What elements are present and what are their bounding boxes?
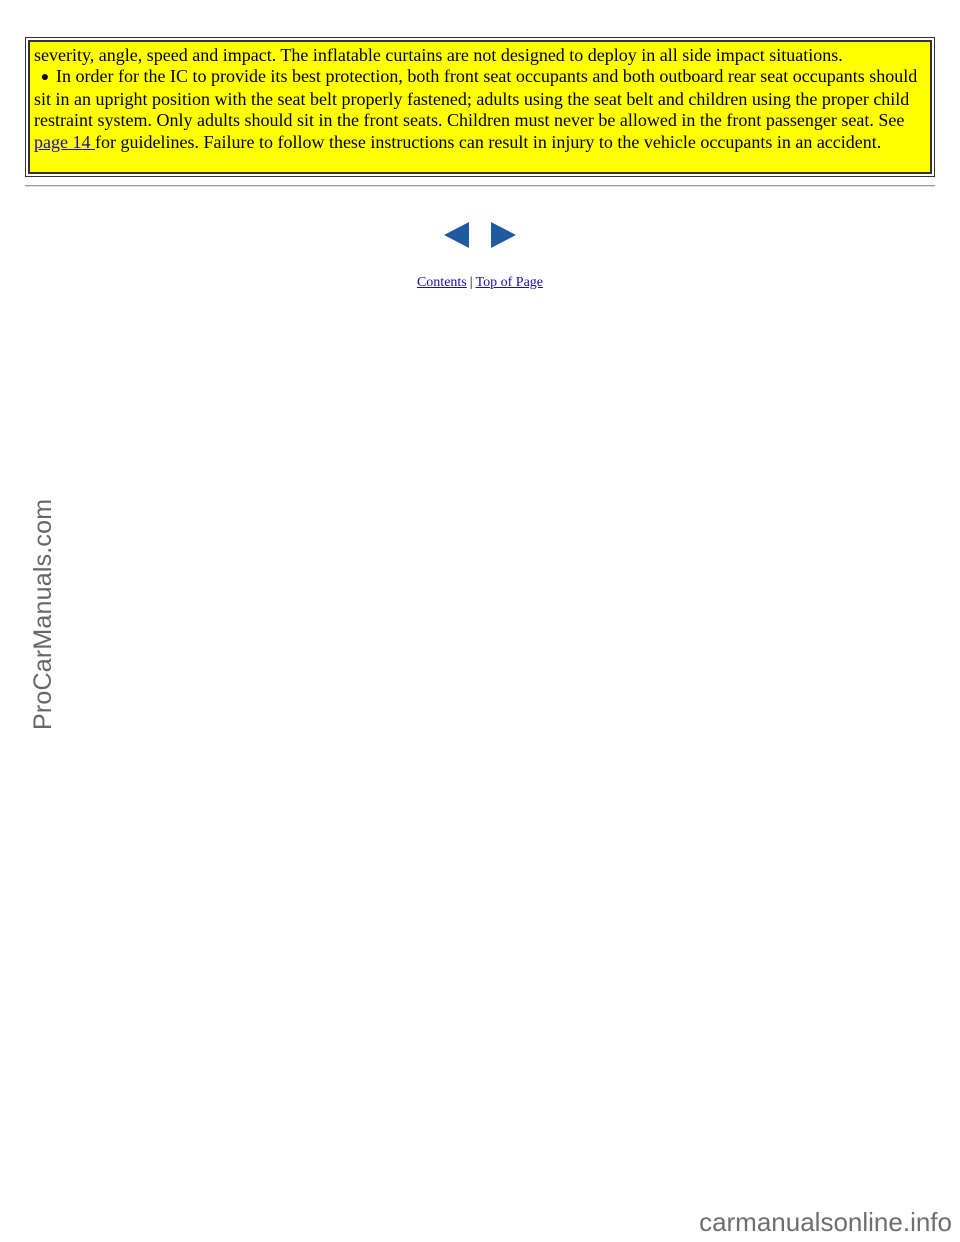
horizontal-divider: [25, 185, 935, 187]
contents-link[interactable]: Contents: [416, 275, 467, 290]
warning-text-continued: severity, angle, speed and impact. The inflatable curtains are not designed to deploy in all side impact situations.: [34, 45, 843, 65]
page-reference-link[interactable]: page 14: [34, 131, 95, 152]
warning-bullet-text: In order for the IC to provide its best protection, both front seat occupants and both outboard rear seat occupants should sit in an upright position with the seat belt properly fastened; adults using the seat belt and children using the proper child restraint system. Only adults should sit in the front seats. Children must never be allowed in the front passenger seat. See: [34, 66, 918, 131]
bottom-watermark: carmanualsonline.info: [699, 1207, 952, 1237]
footer-links: [0, 274, 960, 292]
warning-list: [34, 66, 923, 153]
bullet-icon: ●: [40, 70, 50, 86]
side-watermark: ProCarManuals.com: [29, 498, 57, 730]
warning-bullet-text-end: for guidelines. Failure to follow these instructions can result in injury to the vehicle occupants in an accident.: [94, 131, 882, 152]
warning-content: [28, 40, 932, 174]
page-navigation: [443, 221, 519, 249]
next-page-arrow-icon[interactable]: [489, 221, 517, 249]
previous-page-arrow-icon[interactable]: [443, 221, 471, 249]
warning-box: [25, 37, 935, 177]
top-of-page-link[interactable]: Top of Page: [475, 275, 544, 290]
link-separator: |: [469, 275, 473, 290]
list-item: [34, 66, 923, 153]
